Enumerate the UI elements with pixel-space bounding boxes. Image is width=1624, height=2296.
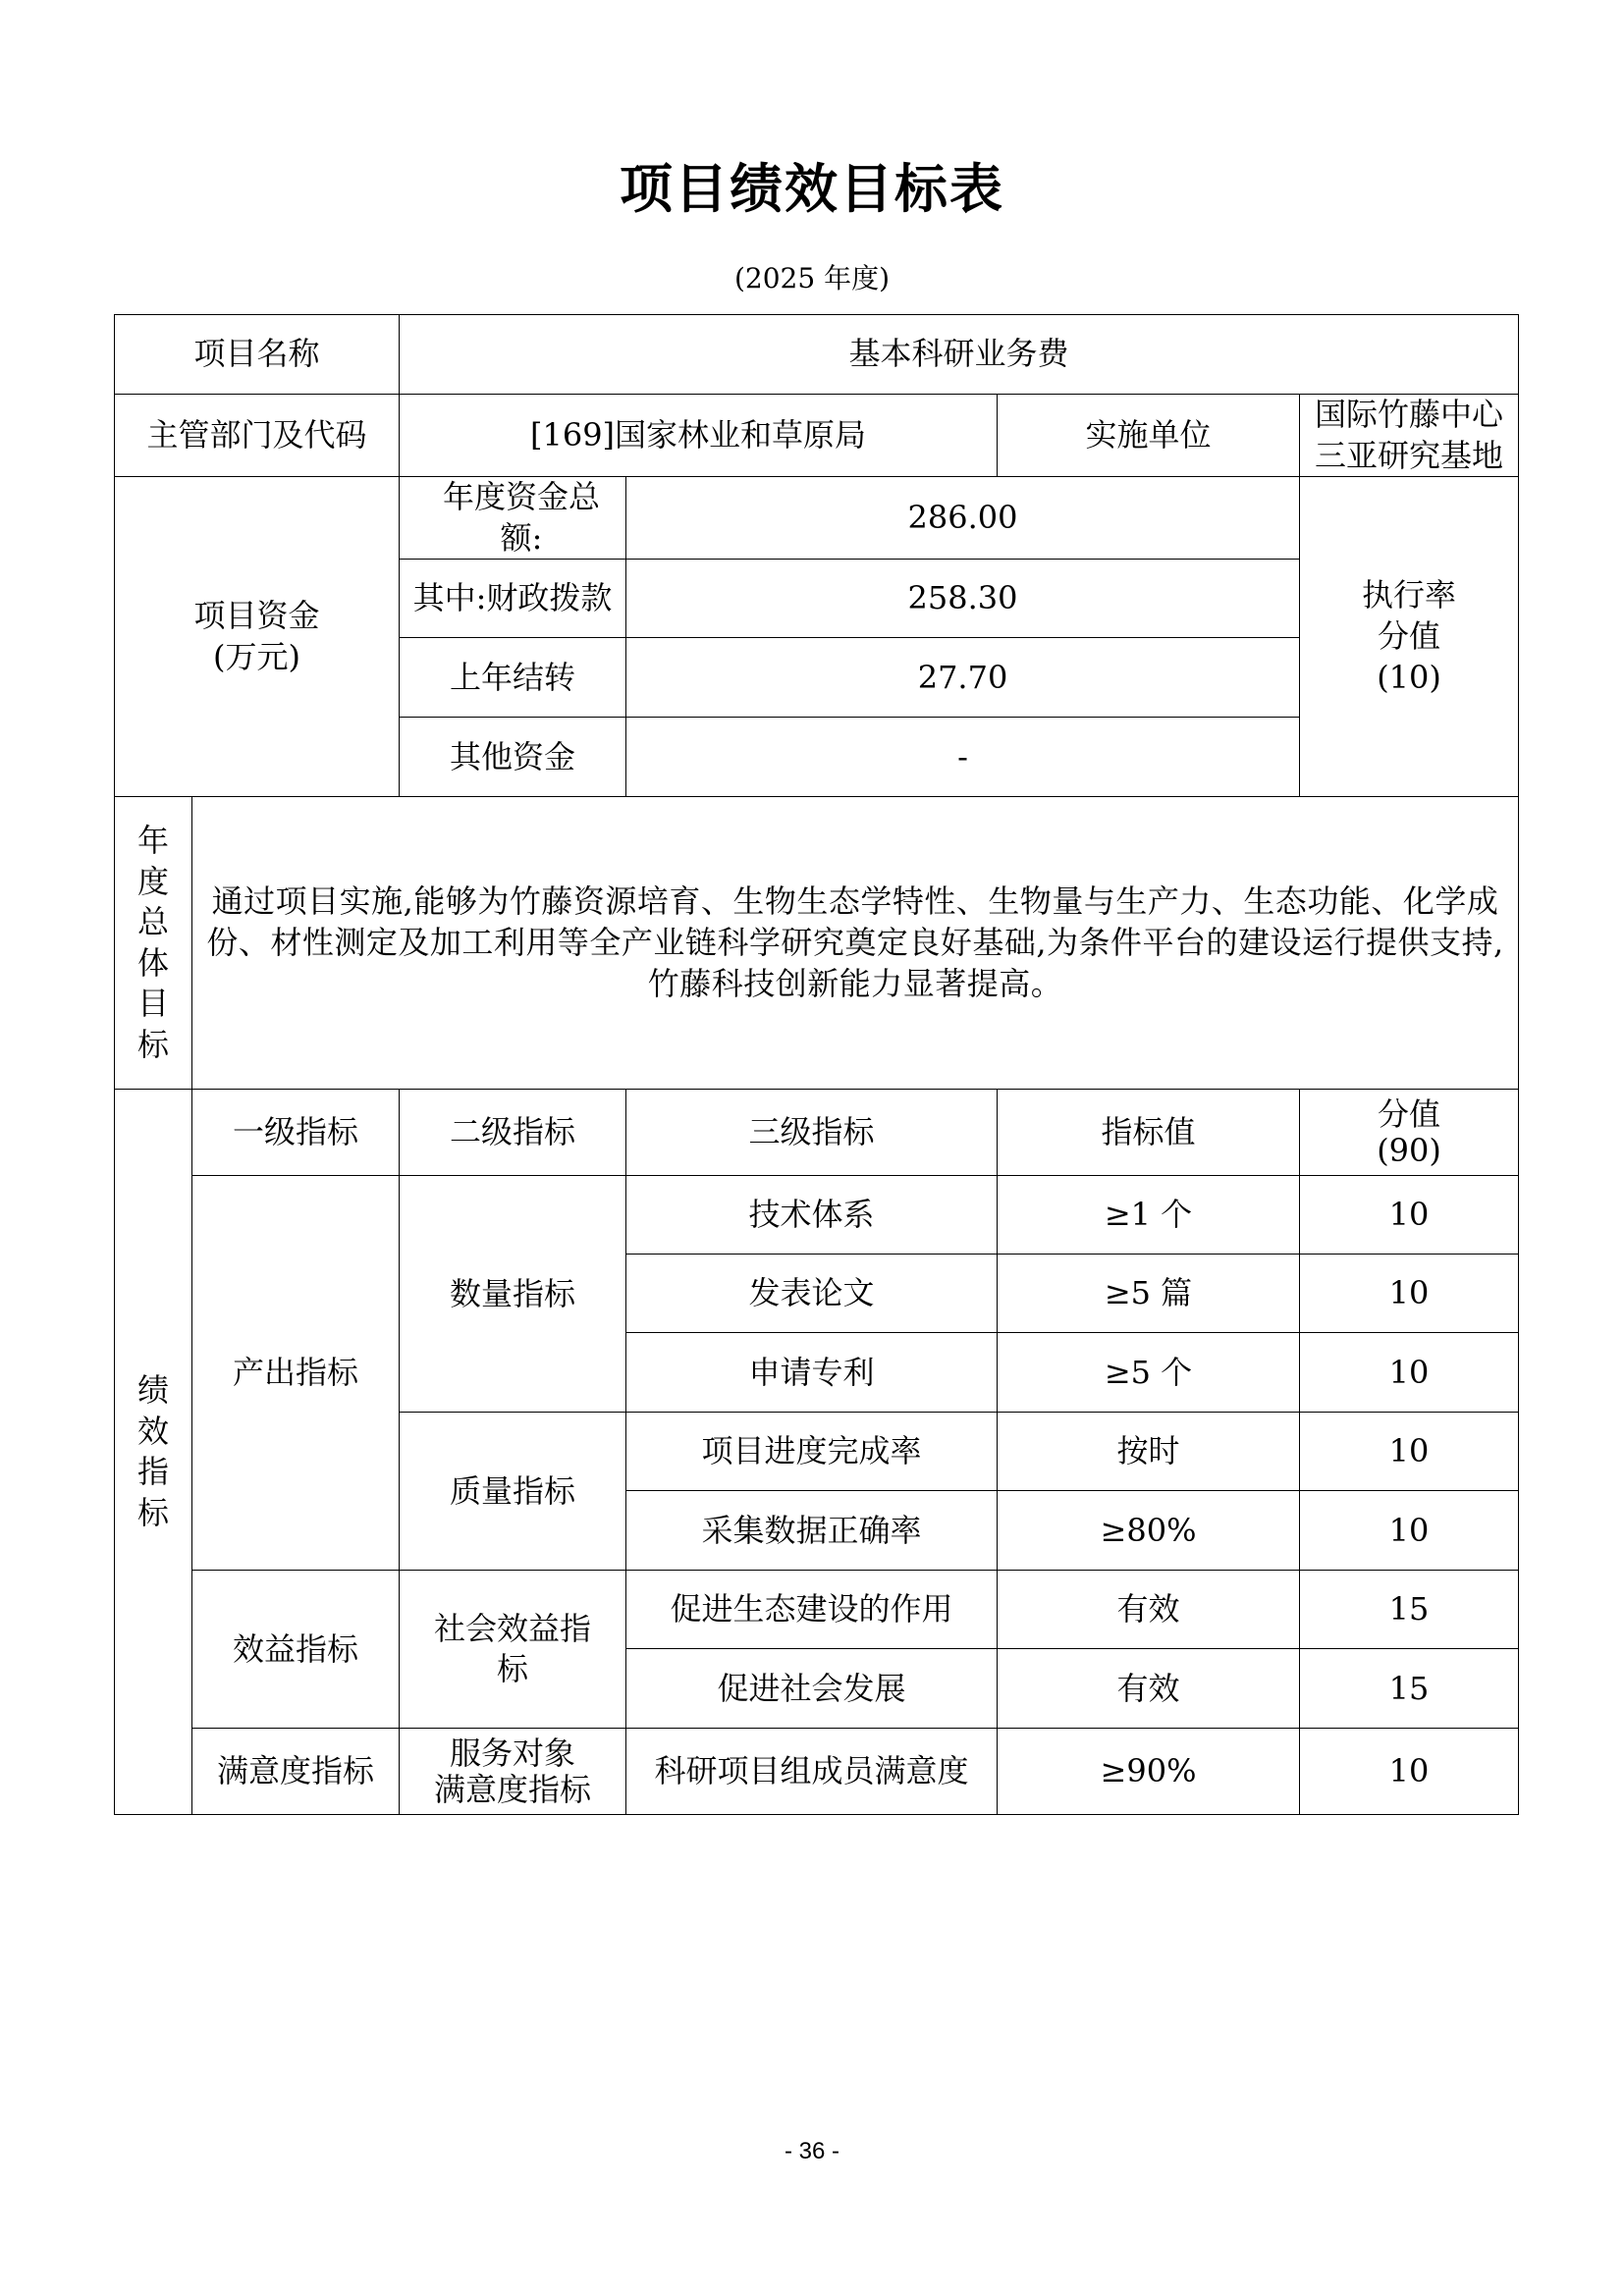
indicator-value: ≥80% xyxy=(998,1491,1300,1571)
page-number: - 36 - xyxy=(784,2138,839,2164)
project-name-row xyxy=(115,315,1519,395)
indicator-score: 10 xyxy=(1300,1413,1519,1491)
indicator-name: 促进社会发展 xyxy=(626,1649,998,1729)
indicator-name: 技术体系 xyxy=(626,1176,998,1255)
indicator-name: 申请专利 xyxy=(626,1333,998,1413)
indicator-name: 促进生态建设的作用 xyxy=(626,1571,998,1649)
indicator-score: 10 xyxy=(1300,1255,1519,1333)
group-service: 服务对象 满意度指标 xyxy=(400,1729,626,1815)
carry-value: 27.70 xyxy=(626,638,1300,718)
fiscal-year: (2025 年度) xyxy=(733,262,890,294)
performance-indicator-label: 绩 效 指 标 xyxy=(115,1090,192,1815)
group-benefit: 效益指标 xyxy=(192,1571,400,1729)
indicator-value: ≥90% xyxy=(998,1729,1300,1815)
indicator-score: 15 xyxy=(1300,1571,1519,1649)
unit-label: 实施单位 xyxy=(998,395,1300,477)
indicator-score: 10 xyxy=(1300,1176,1519,1255)
fiscal-value: 258.30 xyxy=(626,560,1300,638)
header-score: 分值 (90) xyxy=(1300,1090,1519,1176)
total-value: 286.00 xyxy=(626,477,1300,560)
funds-total-row xyxy=(115,477,1519,560)
group-satisfaction: 满意度指标 xyxy=(192,1729,400,1815)
annual-goal-row xyxy=(115,797,1519,1090)
group-output: 产出指标 xyxy=(192,1176,400,1571)
indicator-value: ≥1 个 xyxy=(998,1176,1300,1255)
header-level3: 三级指标 xyxy=(626,1090,998,1176)
indicator-score: 15 xyxy=(1300,1649,1519,1729)
table-row xyxy=(115,1571,1519,1649)
unit-value: 国际竹藤中心三亚研究基地 xyxy=(1300,395,1519,477)
funds-label: 项目资金 xyxy=(193,597,320,635)
header-level1: 一级指标 xyxy=(192,1090,400,1176)
carry-label: 上年结转 xyxy=(400,638,626,718)
indicator-value: 有效 xyxy=(998,1649,1300,1729)
group-social: 社会效益指 标 xyxy=(400,1571,626,1729)
department-row xyxy=(115,395,1519,477)
indicator-value: ≥5 个 xyxy=(998,1333,1300,1413)
indicator-name: 项目进度完成率 xyxy=(626,1413,998,1491)
table-row xyxy=(115,1729,1519,1815)
indicator-value: ≥5 篇 xyxy=(998,1255,1300,1333)
header-value: 指标值 xyxy=(998,1090,1300,1176)
total-label: 年度资金总额: xyxy=(400,477,626,560)
table-row xyxy=(115,1176,1519,1255)
funds-unit: (万元) xyxy=(213,637,300,675)
project-name-value: 基本科研业务费 xyxy=(400,315,1519,395)
project-name-label: 项目名称 xyxy=(115,315,400,395)
header-level2: 二级指标 xyxy=(400,1090,626,1176)
group-quality: 质量指标 xyxy=(400,1413,626,1571)
funds-label-cell xyxy=(115,477,400,797)
indicator-score: 10 xyxy=(1300,1491,1519,1571)
performance-table xyxy=(114,314,1519,1815)
other-value: - xyxy=(626,718,1300,797)
group-quantity: 数量指标 xyxy=(400,1176,626,1413)
indicator-name: 采集数据正确率 xyxy=(626,1491,998,1571)
dept-value: [169]国家林业和草原局 xyxy=(400,395,998,477)
indicator-value: 有效 xyxy=(998,1571,1300,1649)
dept-label: 主管部门及代码 xyxy=(115,395,400,477)
indicator-name: 科研项目组成员满意度 xyxy=(626,1729,998,1815)
indicator-value: 按时 xyxy=(998,1413,1300,1491)
indicator-name: 发表论文 xyxy=(626,1255,998,1333)
annual-goal-label: 年 度 总 体 目 标 xyxy=(115,797,192,1090)
indicator-score: 10 xyxy=(1300,1333,1519,1413)
other-label: 其他资金 xyxy=(400,718,626,797)
exec-rate-score: 执行率 分值 (10) xyxy=(1300,477,1519,797)
indicator-score: 10 xyxy=(1300,1729,1519,1815)
fiscal-label: 其中:财政拨款 xyxy=(400,560,626,638)
indicator-header-row xyxy=(115,1090,1519,1176)
page-title: 项目绩效目标表 xyxy=(620,158,1004,220)
annual-goal-text: 通过项目实施,能够为竹藤资源培育、生物生态学特性、生物量与生产力、生态功能、化学成份、材性测定及加工利用等全产业链科学研究奠定良好基础,为条件平台的建设运行提供支持,竹藤科技创新能力显著提高。 xyxy=(192,797,1519,1090)
